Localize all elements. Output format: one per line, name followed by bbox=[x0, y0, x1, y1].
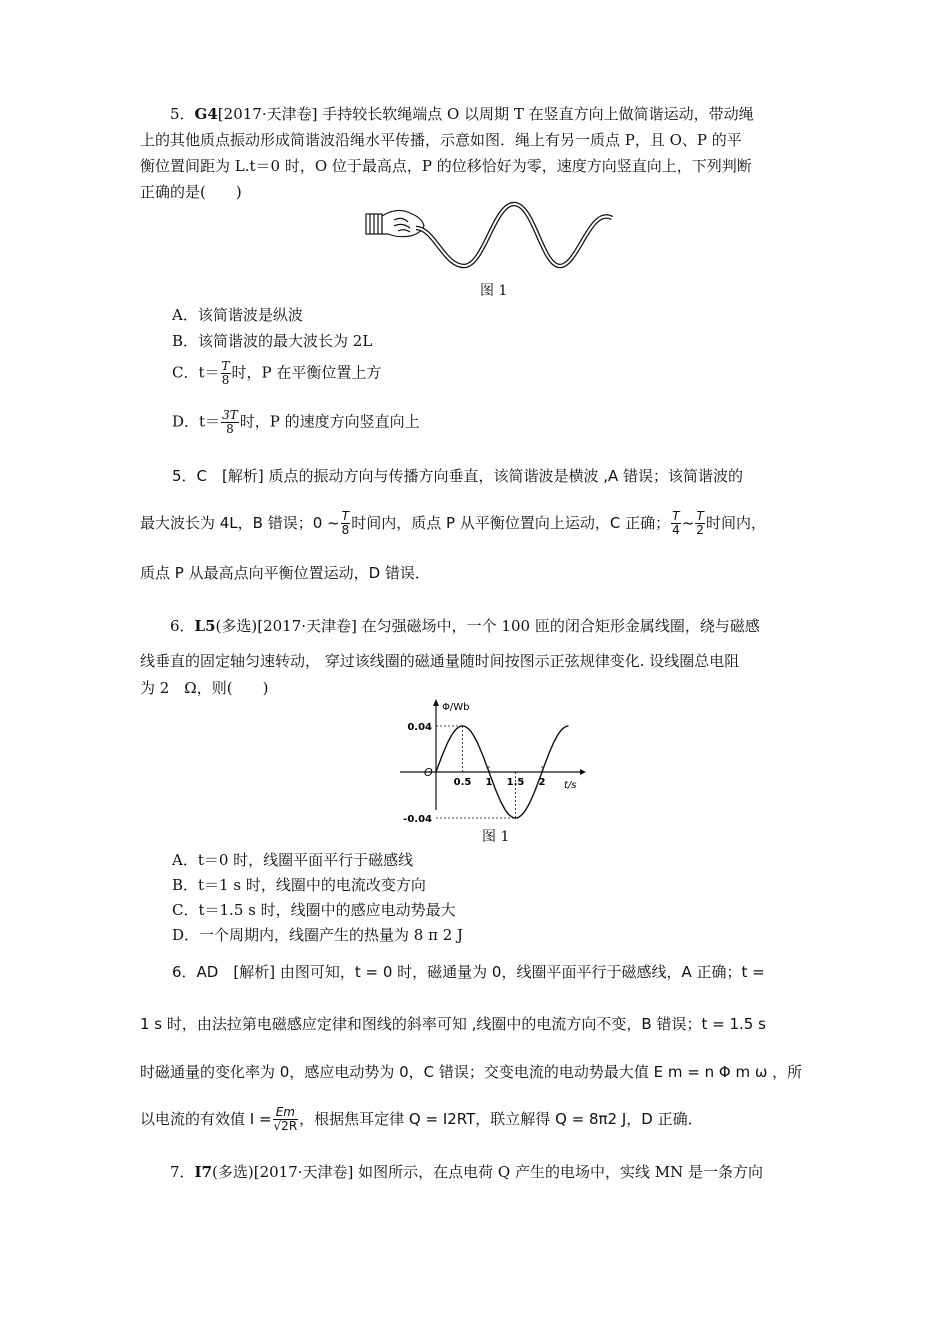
q6-caption: 图 1 bbox=[482, 829, 510, 845]
y-tick-label: 0.04 bbox=[407, 722, 432, 733]
fraction: $\frac{T}{4}$ bbox=[672, 509, 680, 537]
q5-line-3: 衡位置间距为 L.t＝0 时，O 位于最高点，P 的位移恰好为零，速度方向竖直向上，下列判断 bbox=[140, 157, 752, 175]
q5-option-d: D．t＝ $\frac{3T}{8}$ 时，P 的速度方向竖直向上 bbox=[172, 408, 420, 436]
q7-tag: I7 bbox=[194, 1163, 213, 1181]
q6-option-b: B．t＝1 s 时，线圈中的电流改变方向 bbox=[172, 876, 426, 894]
q6-tag: L5 bbox=[194, 617, 216, 635]
x-tick-label: 1 bbox=[485, 777, 493, 788]
q6-option-d: D．一个周期内，线圈产生的热量为 8 π 2 J bbox=[172, 926, 464, 944]
fraction: $\frac{T}{8}$ bbox=[221, 359, 230, 387]
flux-chart bbox=[400, 696, 600, 825]
q5-line-1: 5．G4[2017·天津卷] 手持较长软绳端点 O 以周期 T 在竖直方向上做简谐运动，带动绳 bbox=[170, 105, 754, 123]
a5-line-2: 最大波长为 4L，B 错误；0 ~ $\frac{T}{8}$ 时间内，质点 P 从平衡位置向上运动，C 正确； $\frac{T}{4}$ ~ $\frac{T}{2}$ 时间内， bbox=[140, 509, 766, 537]
q6-option-c: C．t＝1.5 s 时，线圈中的感应电动势最大 bbox=[172, 901, 456, 919]
a5-line-3: 质点 P 从最高点向平衡位置运动，D 错误． bbox=[140, 564, 430, 582]
x-axis-label: t/s bbox=[564, 780, 577, 791]
fraction: $\frac{T}{8}$ bbox=[341, 509, 350, 537]
fraction: $\frac{Em}{√2R}$ bbox=[273, 1105, 298, 1133]
fraction: $\frac{3T}{8}$ bbox=[222, 408, 238, 436]
y-axis-label: Φ/Wb bbox=[442, 702, 470, 713]
q7-line-1: 7．I7(多选)[2017·天津卷] 如图所示，在点电荷 Q 产生的电场中，实线 MN 是一条方向 bbox=[170, 1163, 763, 1181]
a6-line-1: 6．AD [解析] 由图可知，t = 0 时，磁通量为 0，线圈平面平行于磁感线，A 正确；t = bbox=[172, 963, 765, 981]
q6-line-2: 线垂直的固定轴匀速转动， 穿过该线圈的磁通量随时间按图示正弦规律变化. 设线圈总电阻 bbox=[140, 652, 740, 670]
x-tick-label: 2 bbox=[538, 777, 546, 788]
q5-option-b: B．该简谐波的最大波长为 2L bbox=[172, 332, 373, 350]
q5-option-c: C．t＝ $\frac{T}{8}$ 时，P 在平衡位置上方 bbox=[172, 359, 382, 387]
fraction: $\frac{T}{2}$ bbox=[696, 509, 704, 537]
q6-line-3: 为 2 Ω，则( ) bbox=[140, 679, 269, 697]
x-tick-label: 1.5 bbox=[506, 777, 525, 788]
y-tick-label: -0.04 bbox=[403, 814, 432, 825]
a6-line-4: 以电流的有效值 I = $\frac{Em}{√2R}$ ，根据焦耳定律 Q = I2RT，联立解得 Q = 8π2 J，D 正确． bbox=[140, 1105, 703, 1133]
rope-wave-figure bbox=[364, 200, 616, 272]
q5-line-4: 正确的是( ) bbox=[140, 183, 242, 201]
a5-line-1: 5．C [解析] 质点的振动方向与传播方向垂直，该简谐波是横波 ,A 错误；该简谐波的 bbox=[172, 467, 744, 485]
origin-label: O bbox=[424, 766, 433, 779]
q5-line-2: 上的其他质点振动形成简谐波沿绳水平传播，示意如图．绳上有另一质点 P，且 O、P 的平 bbox=[140, 131, 742, 149]
q6-option-a: A．t＝0 时，线圈平面平行于磁感线 bbox=[172, 851, 414, 869]
x-axis-arrow-icon bbox=[580, 769, 586, 775]
x-tick-label: 0.5 bbox=[453, 777, 472, 788]
q5-option-a: A．该简谐波是纵波 bbox=[172, 306, 303, 324]
hand-icon bbox=[366, 210, 424, 236]
q6-line-1: 6．L5(多选)[2017·天津卷] 在匀强磁场中，一个 100 匝的闭合矩形金属线圈，绕与磁感 bbox=[170, 617, 760, 635]
q5-tag: G4 bbox=[194, 105, 218, 123]
y-axis-arrow-icon bbox=[433, 699, 439, 706]
q5-caption: 图 1 bbox=[480, 283, 508, 299]
a6-line-2: 1 s 时，由法拉第电磁感应定律和图线的斜率可知 ,线圈中的电流方向不变，B 错误；t = 1.5 s bbox=[140, 1015, 766, 1033]
a6-line-3: 时磁通量的变化率为 0，感应电动势为 0，C 错误；交变电流的电动势最大值 E m = n Φ m ω ，所 bbox=[140, 1063, 803, 1081]
